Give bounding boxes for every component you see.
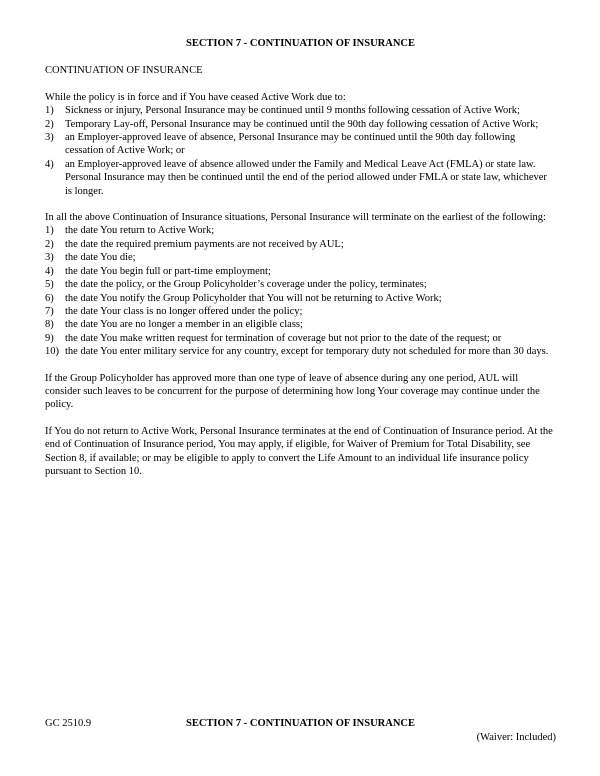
list-item-number: 4) xyxy=(45,158,54,170)
list-item xyxy=(45,158,556,198)
list-item-text: the date Your class is no longer offered under the policy; xyxy=(65,305,303,317)
list-item xyxy=(45,292,556,305)
list-item xyxy=(45,345,556,358)
list-item-number: 7) xyxy=(45,305,54,317)
list-item xyxy=(45,251,556,264)
list-item-text: the date You are no longer a member in an eligible class; xyxy=(65,319,303,331)
list-item-text: the date You return to Active Work; xyxy=(65,225,215,237)
paragraph-concurrent-leaves: If the Group Policyholder has approved more than one type of leave of absence during any one period, AUL will consider such leaves to be concurrent for the purpose of determining how long Your coverage may continue under the policy. xyxy=(45,372,540,411)
page-title: SECTION 7 - CONTINUATION OF INSURANCE xyxy=(186,38,415,49)
list-item xyxy=(45,265,556,278)
list-item xyxy=(45,238,556,251)
list-item xyxy=(45,131,556,158)
list-item xyxy=(45,118,556,131)
footer-form-code: GC 2510.9 xyxy=(45,718,92,729)
list-item-text: the date You begin full or part-time employment; xyxy=(65,265,271,277)
list-item-text: the date You enter military service for any country, except for temporary duty not scheduled for more than 30 days. xyxy=(65,346,549,358)
list-item xyxy=(45,224,556,237)
list-item-text: the date You die; xyxy=(65,252,136,264)
list-item xyxy=(45,104,556,117)
list-item-text: the date You make written request for termination of coverage but not prior to the date of the request; or xyxy=(65,332,502,344)
intro-paragraph-termination: In all the above Continuation of Insurance situations, Personal Insurance will terminate on the earliest of the following: xyxy=(45,212,546,224)
list-item-number: 4) xyxy=(45,265,54,277)
list-item-text: an Employer-approved leave of absence, Personal Insurance may be continued until the 90th day following cessation of Active Work; or xyxy=(65,132,516,157)
list-item-number: 10) xyxy=(45,346,59,358)
list-item-number: 5) xyxy=(45,279,54,291)
list-item xyxy=(45,332,556,345)
list-item-text: the date the policy, or the Group Policyholder’s coverage under the policy, terminates; xyxy=(65,279,427,291)
list-item-number: 1) xyxy=(45,105,54,117)
list-item-number: 2) xyxy=(45,118,54,130)
list-item-number: 8) xyxy=(45,319,54,331)
list-item xyxy=(45,318,556,331)
list-item-number: 2) xyxy=(45,238,54,250)
footer-waiver-note: (Waiver: Included) xyxy=(476,732,556,744)
list-item-number: 1) xyxy=(45,225,54,237)
footer-section-title: SECTION 7 - CONTINUATION OF INSURANCE xyxy=(186,718,415,729)
list-item-number: 3) xyxy=(45,132,54,144)
list-item-text: an Employer-approved leave of absence allowed under the Family and Medical Leave Act (FMLA) or state law. Personal Insurance may then be continued until the end of the period allowed under FMLA or state law, whichever is longer. xyxy=(65,158,547,197)
termination-dates-list xyxy=(45,224,556,358)
list-item-text: Temporary Lay-off, Personal Insurance may be continued until the 90th day following cessation of Active Work; xyxy=(65,118,539,130)
list-item-text: the date the required premium payments are not received by AUL; xyxy=(65,238,344,250)
list-item xyxy=(45,278,556,291)
list-item-number: 9) xyxy=(45,332,54,344)
list-item-number: 6) xyxy=(45,292,54,304)
page-footer xyxy=(45,717,556,745)
continuation-conditions-list xyxy=(45,104,556,198)
section-heading: CONTINUATION OF INSURANCE xyxy=(45,65,203,77)
list-item-text: the date You notify the Group Policyholder that You will not be returning to Active Work; xyxy=(65,292,442,304)
list-item-text: Sickness or injury, Personal Insurance may be continued until 9 months following cessation of Active Work; xyxy=(65,105,520,117)
intro-paragraph-ceased-work: While the policy is in force and if You have ceased Active Work due to: xyxy=(45,91,346,103)
list-item xyxy=(45,305,556,318)
paragraph-no-return: If You do not return to Active Work, Personal Insurance terminates at the end of Continuation of Insurance period. At the end of Continuation of Insurance period, You may apply, if eligible, for Waiver of Premium for Total Disability, see Section 8, if available; or may be eligible to apply to convert the Life Amount to an individual life insurance policy pursuant to Section 10. xyxy=(45,425,553,477)
list-item-number: 3) xyxy=(45,252,54,264)
footer-row xyxy=(45,717,556,730)
